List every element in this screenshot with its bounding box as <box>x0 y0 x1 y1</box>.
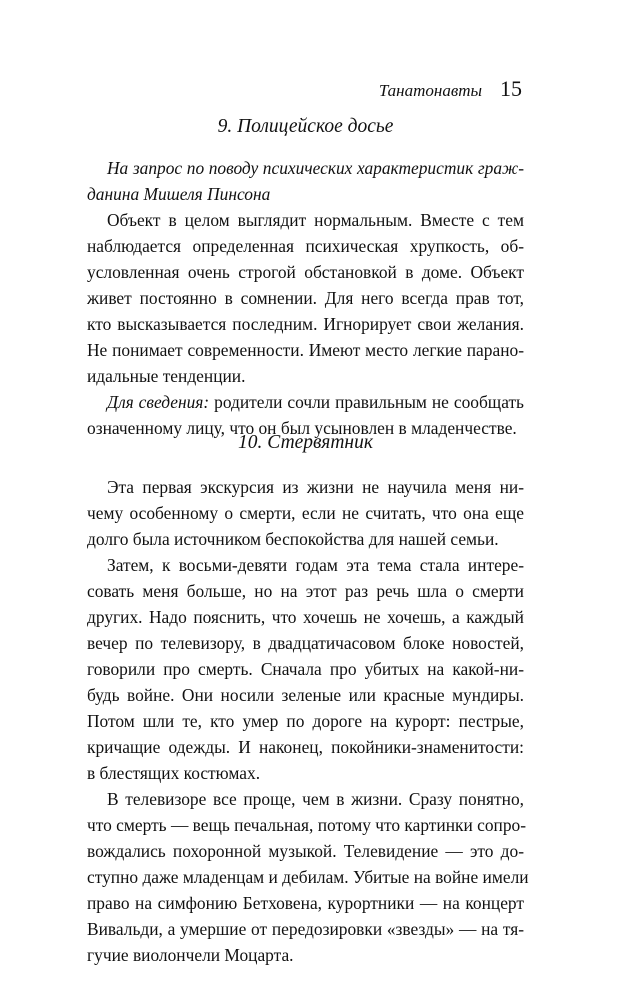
running-header <box>379 76 522 102</box>
text-line: Эта первая экскурсия из жизни не научила меня ни- <box>107 477 524 497</box>
text-line: говорили про смерть. Сначала про убитых на какой-ни- <box>87 659 524 679</box>
text-line: кричащие одежды. И наконец, покойники-знаменитости: <box>87 737 524 757</box>
section-9-text <box>87 155 524 441</box>
note-text: родители сочли правильным не сообщать <box>209 392 524 412</box>
text-line: право на симфонию Бетховена, курортники — на концерт <box>87 893 524 913</box>
text-line: означенному лицу, что он был усыновлен в младенчестве. <box>87 418 517 438</box>
text-line: Не понимает современности. Имеют место легкие парано- <box>87 340 524 360</box>
text-line: в блестящих костюмах. <box>87 763 261 783</box>
section-heading: 9. Полицейское досье <box>217 116 394 137</box>
page-number: 15 <box>500 76 522 101</box>
text-line: вождались похоронной музыкой. Телевидение — это до- <box>87 841 524 861</box>
text-line: вечер по телевизору, в двадцатичасовом блоке новостей, <box>87 633 524 653</box>
text-line: условленная очень строгой обстановкой в доме. Объект <box>87 262 524 282</box>
text-line: кто высказывается последним. Игнорирует свои желания. <box>87 314 524 334</box>
text-line: Затем, к восьми-девяти годам эта тема стала интере- <box>107 555 524 575</box>
text-line: наблюдается определенная психическая хрупкость, об- <box>87 236 524 256</box>
text-line: будь войне. Они носили зеленые или красные мундиры. <box>87 685 524 705</box>
text-line: На запрос по поводу психических характеристик граж- <box>107 158 524 178</box>
text-line: В телевизоре все проще, чем в жизни. Сразу понятно, <box>107 789 524 809</box>
text-line <box>87 389 524 415</box>
text-line: совать меня больше, но на этот раз речь шла о смерти <box>87 581 524 601</box>
section-10-text <box>87 474 529 968</box>
text-line: долго была источником беспокойства для нашей семьи. <box>87 529 499 549</box>
text-line: других. Надо пояснить, что хочешь не хочешь, а каждый <box>87 607 524 627</box>
running-title: Танатонавты <box>378 81 482 100</box>
text-line: Объект в целом выглядит нормальным. Вместе с тем <box>107 210 524 230</box>
text-line: живет постоянно в сомнении. Для него всегда прав тот, <box>87 288 524 308</box>
text-line: ступно даже младенцам и дебилам. Убитые на войне имели <box>87 867 529 887</box>
text-line: Вивальди, а умершие от передозировки «звезды» — на тя- <box>87 919 524 939</box>
text-line: идальные тенденции. <box>87 366 246 386</box>
note-label: Для сведения: <box>107 392 210 412</box>
text-line: Потом шли те, кто умер по дороге на курорт: пестрые, <box>87 711 524 731</box>
section-heading: 10. Стервятник <box>238 432 373 453</box>
text-line: гучие виолончели Моцарта. <box>87 945 294 965</box>
text-line: что смерть — вещь печальная, потому что картинки сопро- <box>87 815 527 835</box>
text-line: данина Мишеля Пинсона <box>87 184 271 204</box>
text-line: чему особенному о смерти, если не считать, что она еще <box>87 503 524 523</box>
